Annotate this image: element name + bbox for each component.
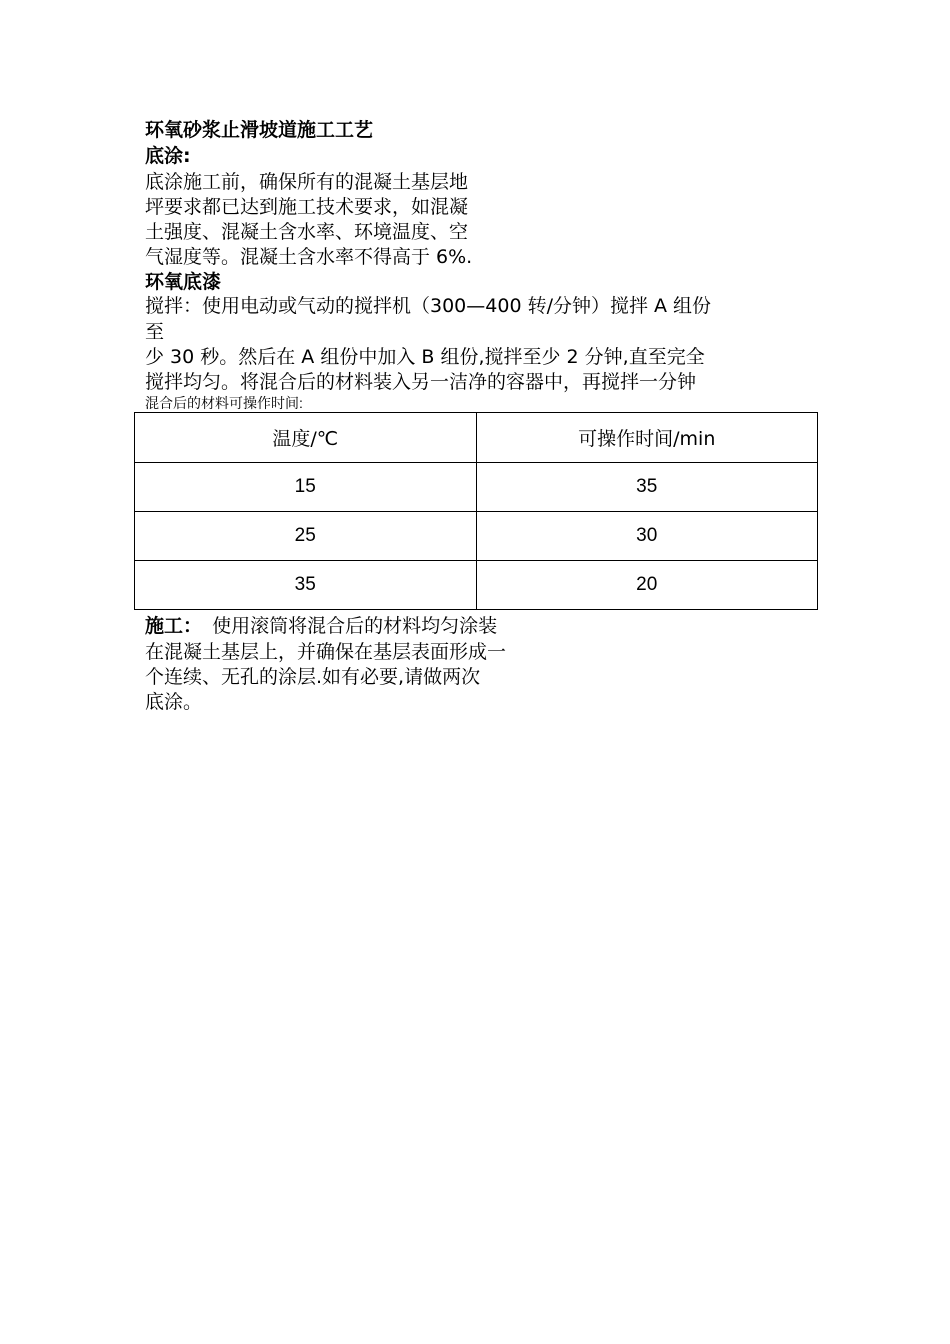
header-pot-life: 可操作时间/min (476, 413, 818, 463)
primer-heading: 底涂: (145, 145, 191, 167)
application-paragraph-first-line (145, 614, 497, 638)
primer-paragraph-line: 底涂施工前，确保所有的混凝土基层地 (145, 171, 469, 193)
mixing-paragraph-line: 至 (145, 321, 165, 343)
table-row (135, 512, 818, 561)
cell-temperature: 35 (135, 561, 477, 610)
cell-pot-life: 20 (476, 561, 818, 610)
cell-temperature: 15 (135, 463, 477, 512)
table-header-row (135, 413, 818, 463)
epoxy-primer-heading: 环氧底漆 (145, 271, 222, 293)
application-label: 施工： (145, 615, 203, 637)
cell-temperature: 25 (135, 512, 477, 561)
table-row (135, 463, 818, 512)
application-paragraph-line: 个连续、无孔的涂层.如有必要,请做两次 (145, 666, 481, 688)
cell-pot-life: 35 (476, 463, 818, 512)
application-paragraph-line: 底涂。 (145, 691, 203, 713)
primer-paragraph-line: 坪要求都已达到施工技术要求，如混凝 (145, 196, 469, 218)
cell-pot-life: 30 (476, 512, 818, 561)
primer-paragraph-line: 土强度、混凝土含水率、环境温度、空 (145, 221, 469, 243)
mixing-paragraph-line: 少 30 秒。然后在 A 组份中加入 B 组份,搅拌至少 2 分钟,直至完全 (145, 346, 705, 368)
header-temperature: 温度/℃ (135, 413, 477, 463)
table-caption: 混合后的材料可操作时间: (145, 395, 303, 411)
pot-life-table (134, 412, 818, 610)
table-row (135, 561, 818, 610)
application-text: 使用滚筒将混合后的材料均匀涂装 (212, 615, 498, 637)
document-title: 环氧砂浆止滑坡道施工工艺 (145, 119, 374, 141)
mixing-paragraph-line: 搅拌：使用电动或气动的搅拌机（300—400 转/分钟）搅拌 A 组份 (145, 295, 712, 317)
primer-paragraph-line: 气湿度等。混凝土含水率不得高于 6%. (145, 246, 473, 268)
mixing-paragraph-line: 搅拌均匀。将混合后的材料装入另一洁净的容器中，再搅拌一分钟 (145, 371, 697, 393)
application-paragraph-line: 在混凝土基层上，并确保在基层表面形成一 (145, 641, 507, 663)
